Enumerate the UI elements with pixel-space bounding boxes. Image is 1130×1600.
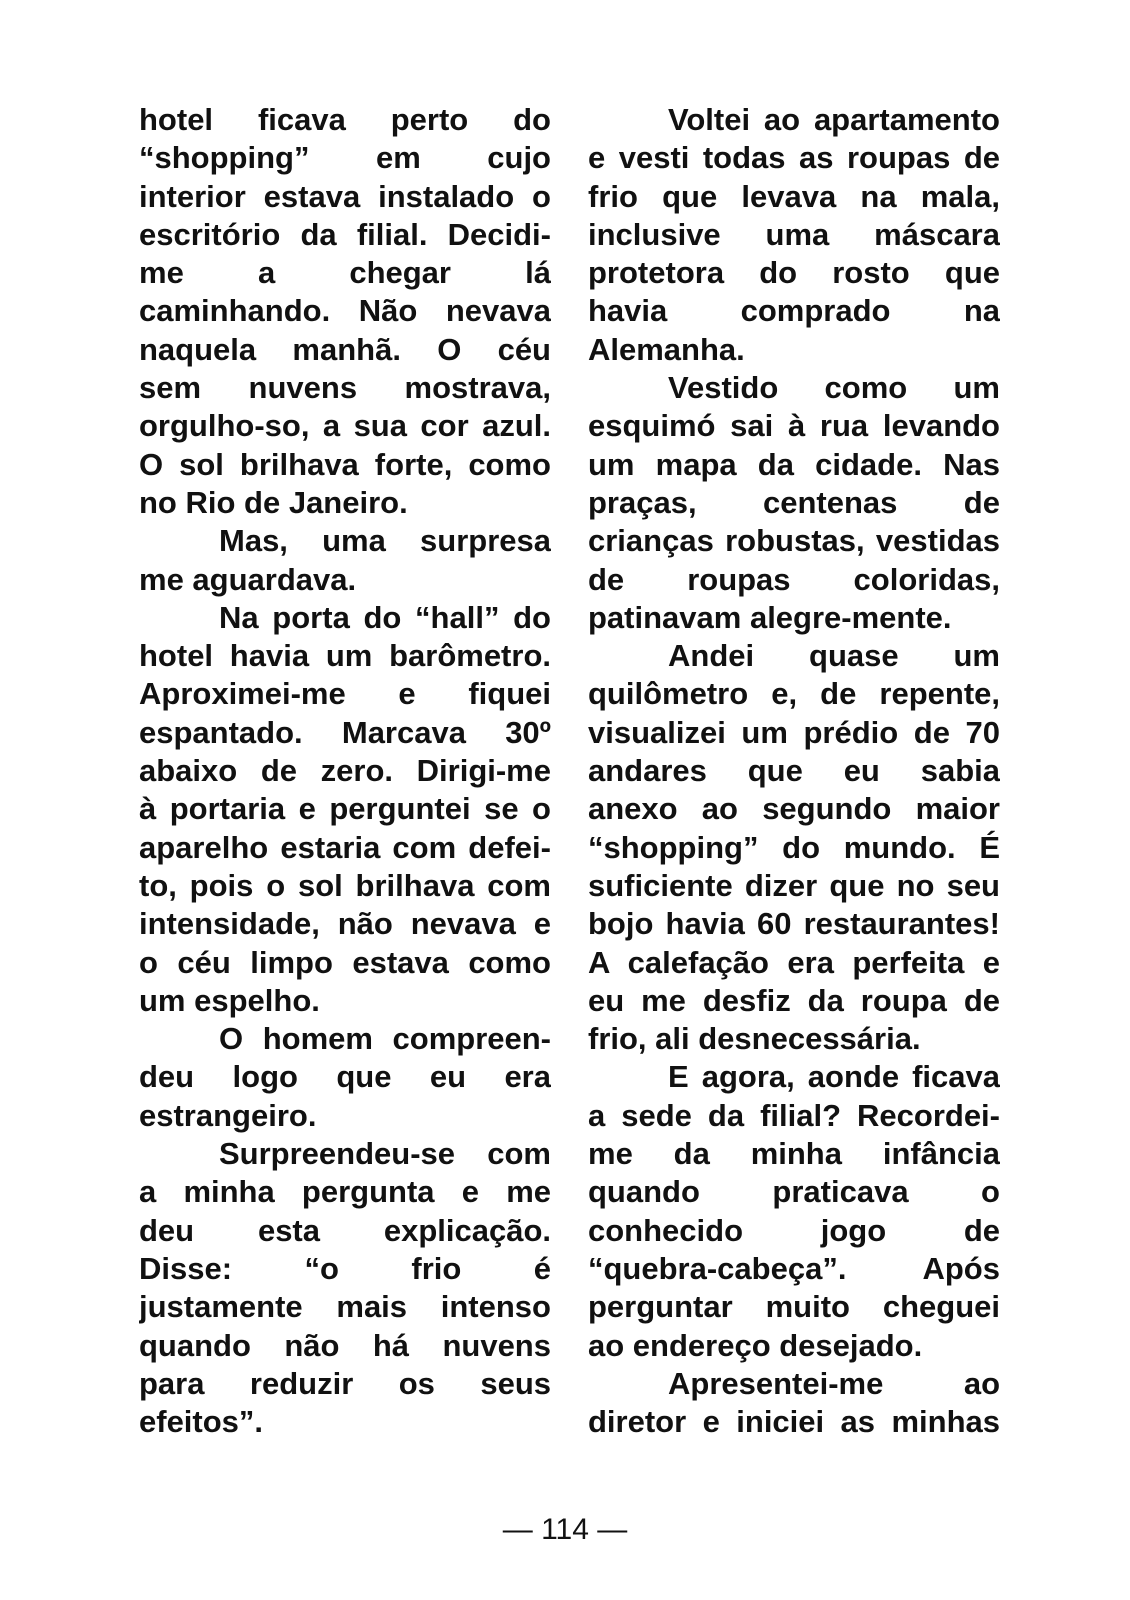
text-line: deu esta explicação. [139, 1212, 551, 1248]
text-column-left [139, 101, 551, 1441]
text-line: justamente mais intenso [139, 1289, 551, 1325]
text-line: de roupas coloridas, [588, 561, 1000, 597]
text-line: naquela manhã. O céu [139, 331, 551, 367]
text-line: Andei quase um [668, 638, 1000, 674]
text-line: para reduzir os seus [139, 1365, 551, 1401]
text-line: inclusive uma máscara [588, 216, 1000, 252]
text-line: aparelho estaria com defei- [139, 829, 551, 865]
text-line: protetora do rosto que [588, 255, 1000, 291]
text-line: a minha pergunta e me [139, 1174, 551, 1210]
text-line: o céu limpo estava como [139, 944, 551, 980]
text-line: diretor e iniciei as minhas [588, 1404, 1000, 1440]
text-line: deu logo que eu era [139, 1059, 551, 1095]
text-line: frio, ali desnecessária. [588, 1021, 921, 1057]
text-line: O homem compreen- [219, 1021, 551, 1057]
text-line: Mas, uma surpresa [219, 523, 551, 559]
text-line: Aproximei-me e fiquei [139, 676, 551, 712]
text-line: me aguardava. [139, 561, 357, 597]
text-column-right [588, 101, 1000, 1441]
text-line: estrangeiro. [139, 1097, 317, 1133]
text-line: “quebra-cabeça”. Após [588, 1250, 1000, 1286]
text-line: um mapa da cidade. Nas [588, 446, 1000, 482]
text-line: efeitos”. [139, 1404, 264, 1440]
text-line: ao endereço desejado. [588, 1327, 923, 1363]
text-line: quilômetro e, de repente, [588, 676, 1000, 712]
text-line: me a chegar lá [139, 255, 551, 291]
text-line: Surpreendeu-se com [219, 1136, 551, 1172]
text-line: Apresentei-me ao [668, 1365, 1000, 1401]
text-line: “shopping” em cujo [139, 140, 551, 176]
text-line: escritório da filial. Decidi- [139, 216, 551, 252]
text-line: me da minha infância [588, 1136, 1000, 1172]
text-line: Na porta do “hall” do [219, 599, 551, 635]
text-line: quando praticava o [588, 1174, 1000, 1210]
text-line: esquimó sai à rua levando [588, 408, 1000, 444]
text-line: perguntar muito cheguei [588, 1289, 1000, 1325]
text-line: bojo havia 60 restaurantes! [588, 906, 1000, 942]
text-line: espantado. Marcava 30º [139, 714, 551, 750]
text-line: patinavam alegre-mente. [588, 599, 952, 635]
text-line: havia comprado na [588, 293, 1000, 329]
text-line: sem nuvens mostrava, [139, 370, 551, 406]
text-line: orgulho-so, a sua cor azul. [139, 408, 551, 444]
text-line: frio que levava na mala, [588, 178, 1000, 214]
text-line: visualizei um prédio de 70 [588, 714, 1000, 750]
text-line: Vestido como um [668, 370, 1000, 406]
text-line: no Rio de Janeiro. [139, 484, 408, 520]
text-line: a sede da filial? Recordei- [588, 1097, 1000, 1133]
text-line: hotel havia um barômetro. [139, 638, 551, 674]
text-line: eu me desfiz da roupa de [588, 982, 1000, 1018]
text-line: Alemanha. [588, 331, 745, 367]
text-line: e vesti todas as roupas de [588, 140, 1000, 176]
text-line: intensidade, não nevava e [139, 906, 551, 942]
text-line: abaixo de zero. Dirigi-me [139, 753, 551, 789]
text-line: anexo ao segundo maior [588, 791, 1000, 827]
text-line: to, pois o sol brilhava com [139, 867, 551, 903]
text-line: hotel ficava perto do [139, 102, 551, 137]
text-line: interior estava instalado o [139, 178, 551, 214]
text-line: um espelho. [139, 982, 320, 1018]
text-line: praças, centenas de [588, 484, 1000, 520]
text-line: E agora, aonde ficava [668, 1059, 1000, 1095]
text-line: O sol brilhava forte, como [139, 446, 551, 482]
text-line: conhecido jogo de [588, 1212, 1000, 1248]
text-line: andares que eu sabia [588, 753, 1000, 789]
text-line: caminhando. Não nevava [139, 293, 551, 329]
text-line: Disse: “o frio é [139, 1250, 551, 1286]
text-line: Voltei ao apartamento [668, 102, 1000, 137]
page-number: — 114 — [502, 1513, 628, 1546]
text-line: A calefação era perfeita e [588, 944, 1000, 980]
text-line: crianças robustas, vestidas [588, 523, 1000, 559]
text-line: à portaria e perguntei se o [139, 791, 551, 827]
text-line: quando não há nuvens [139, 1327, 551, 1363]
text-line: suficiente dizer que no seu [588, 867, 1000, 903]
text-line: “shopping” do mundo. É [588, 829, 1000, 865]
